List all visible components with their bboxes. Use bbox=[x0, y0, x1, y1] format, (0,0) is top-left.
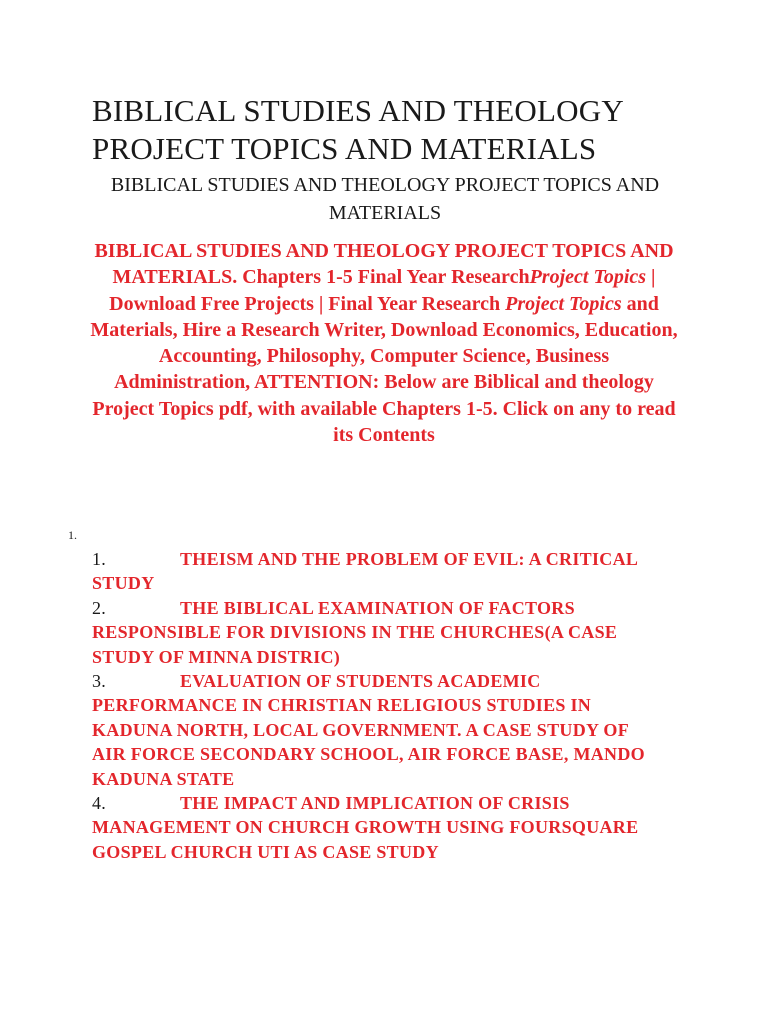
intro-text-part2: | Download Free Projects | Final Year Research bbox=[109, 266, 656, 315]
topic-number: 1. bbox=[92, 549, 107, 569]
topic-number: 4. bbox=[92, 793, 107, 814]
topic-number: 3. bbox=[92, 671, 107, 692]
intro-paragraph bbox=[90, 238, 678, 448]
intro-text-part1: BIBLICAL STUDIES AND THEOLOGY PROJECT TOPICS AND MATERIALS. Chapters 1-5 Final Year Research bbox=[94, 240, 674, 289]
topic-link[interactable]: THE IMPACT AND IMPLICATION OF CRISIS MANAGEMENT ON CHURCH GROWTH USING FOURSQUARE GOSPEL CHURCH UTI AS CASE STUDY bbox=[92, 793, 639, 862]
topic-list bbox=[92, 547, 652, 864]
topic-number: 2. bbox=[92, 597, 107, 618]
page-title: BIBLICAL STUDIES AND THEOLOGY PROJECT TOPICS AND MATERIALS bbox=[92, 93, 623, 166]
outer-list-number: 1. bbox=[68, 528, 77, 542]
topic-item-1[interactable] bbox=[92, 547, 652, 596]
topic-link[interactable]: THEISM AND THE PROBLEM OF EVIL: A CRITICAL STUDY bbox=[92, 549, 638, 594]
intro-italic-project-topics-2: Project Topics bbox=[505, 292, 622, 315]
topic-item-3[interactable] bbox=[92, 669, 652, 791]
page-subtitle: BIBLICAL STUDIES AND THEOLOGY PROJECT TOPICS AND MATERIALS bbox=[110, 174, 660, 224]
topic-link[interactable]: THE BIBLICAL EXAMINATION OF FACTORS RESPONSIBLE FOR DIVISIONS IN THE CHURCHES(A CASE STUDY OF MINNA DISTRIC) bbox=[92, 597, 618, 667]
topic-link[interactable]: EVALUATION OF STUDENTS ACADEMIC PERFORMANCE IN CHRISTIAN RELIGIOUS STUDIES IN KADUNA NORTH, LOCAL GOVERNMENT. A CASE STUDY OF AIR FORCE SECONDARY SCHOOL, AIR FORCE BASE, MANDO KADUNA STATE bbox=[92, 671, 645, 789]
intro-text-part3: and Materials, Hire a Research Writer, Download Economics, Education, Accounting, Philosophy, Computer Science, Business Administration, ATTENTION: Below are Biblical and theology Project Topics pdf, with available Chapters 1-5. Click on any to read its Contents bbox=[90, 292, 678, 447]
intro-italic-project-topics-1: Project Topics bbox=[529, 266, 647, 289]
topic-item-4[interactable] bbox=[92, 791, 652, 864]
topic-item-2[interactable] bbox=[92, 596, 652, 669]
